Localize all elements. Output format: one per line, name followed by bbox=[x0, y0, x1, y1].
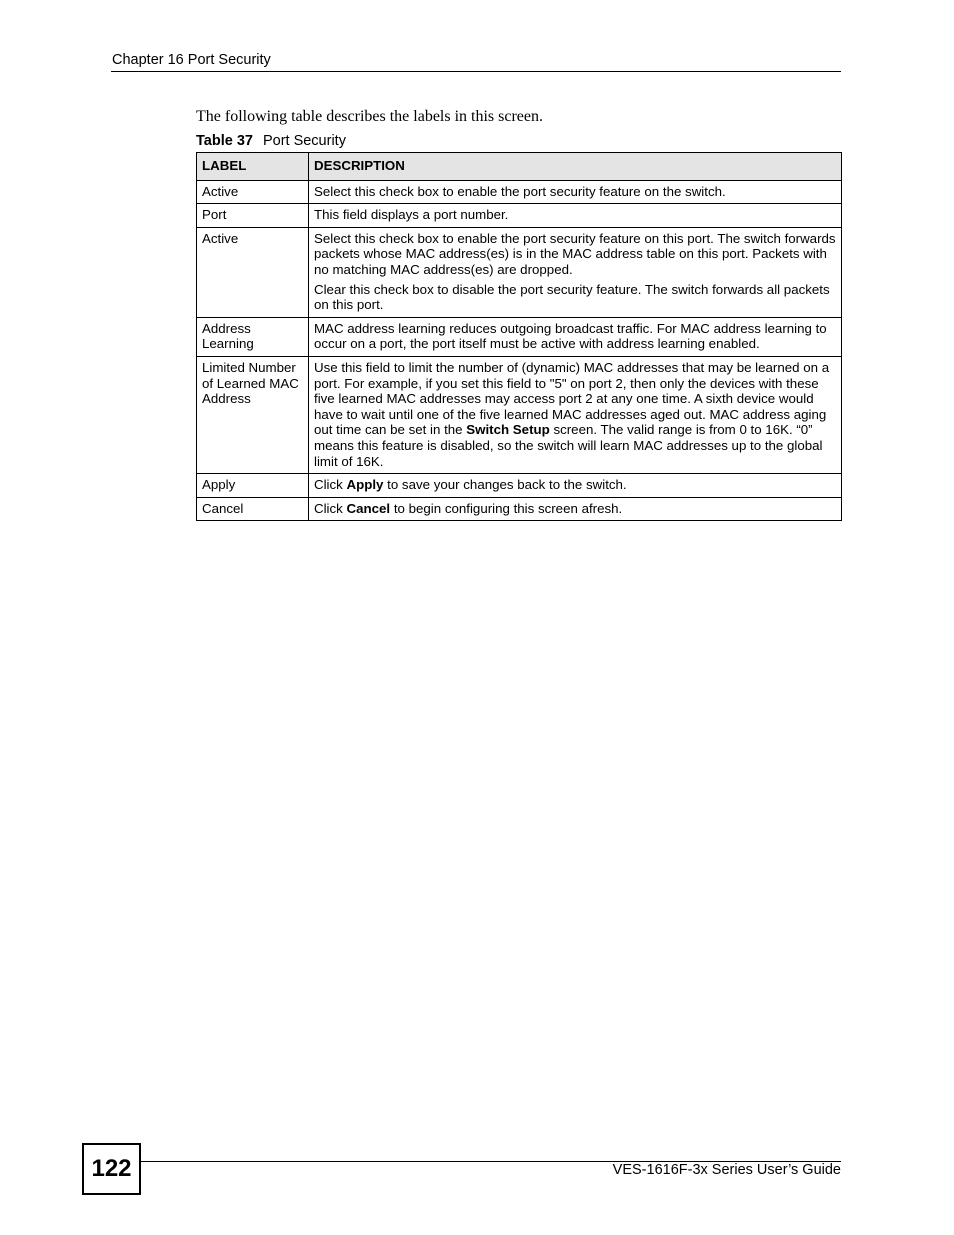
table-body bbox=[197, 180, 842, 521]
description-text: MAC address learning reduces outgoing broadcast traffic. For MAC address learning to occur on a port, the port itself must be active with address learning enabled. bbox=[314, 320, 827, 352]
header-divider bbox=[111, 71, 841, 72]
description-paragraph bbox=[314, 207, 836, 223]
description-bold-text: Switch Setup bbox=[466, 422, 550, 438]
row-label: Active bbox=[197, 180, 309, 204]
description-paragraph bbox=[314, 231, 836, 278]
description-paragraph bbox=[314, 282, 836, 313]
description-text: Clear this check box to disable the port security feature. The switch forwards all packets on this port. bbox=[314, 281, 830, 313]
row-label: Limited Number of Learned MAC Address bbox=[197, 356, 309, 473]
description-paragraph bbox=[314, 184, 836, 200]
table-number: Table 37 bbox=[196, 133, 253, 149]
description-text: to save your changes back to the switch. bbox=[383, 477, 627, 493]
description-bold-text: Cancel bbox=[346, 500, 391, 516]
description-paragraph bbox=[314, 501, 836, 517]
page-number: 122 bbox=[82, 1143, 141, 1195]
table-header-row bbox=[197, 153, 842, 181]
row-description bbox=[309, 180, 842, 204]
description-text: This field displays a port number. bbox=[314, 207, 509, 223]
row-description bbox=[309, 474, 842, 498]
description-paragraph bbox=[314, 477, 836, 493]
description-text: Click bbox=[314, 500, 347, 516]
row-description bbox=[309, 356, 842, 473]
table-row bbox=[197, 356, 842, 473]
table-row bbox=[197, 317, 842, 356]
row-label: Port bbox=[197, 204, 309, 228]
row-description bbox=[309, 317, 842, 356]
column-header-label: LABEL bbox=[197, 153, 309, 181]
port-security-table bbox=[196, 152, 842, 521]
row-description bbox=[309, 497, 842, 521]
table-row bbox=[197, 497, 842, 521]
table-caption bbox=[196, 133, 346, 149]
row-label: Cancel bbox=[197, 497, 309, 521]
chapter-header: Chapter 16 Port Security bbox=[112, 52, 271, 68]
table-title: Port Security bbox=[262, 133, 346, 149]
table-row bbox=[197, 227, 842, 317]
row-label: Active bbox=[197, 227, 309, 317]
description-paragraph bbox=[314, 321, 836, 352]
table-row bbox=[197, 180, 842, 204]
row-label: Apply bbox=[197, 474, 309, 498]
guide-title: VES-1616F-3x Series User’s Guide bbox=[612, 1162, 841, 1178]
intro-paragraph: The following table describes the labels in this screen. bbox=[196, 108, 544, 125]
description-paragraph bbox=[314, 360, 836, 469]
row-description bbox=[309, 227, 842, 317]
description-text: to begin configuring this screen afresh. bbox=[390, 500, 623, 516]
table-row bbox=[197, 204, 842, 228]
column-header-description: DESCRIPTION bbox=[309, 153, 842, 181]
description-text: Select this check box to enable the port security feature on this port. The switch forwards packets whose MAC address(es) is in the MAC address table on this port. Packets with no matching MAC address(es) are dropped. bbox=[314, 230, 836, 277]
row-label: Address Learning bbox=[197, 317, 309, 356]
row-description bbox=[309, 204, 842, 228]
description-text: Select this check box to enable the port security feature on the switch. bbox=[314, 183, 726, 199]
description-text: Click bbox=[314, 477, 347, 493]
description-bold-text: Apply bbox=[346, 477, 384, 493]
description-text: screen. The valid range is from 0 to 16K. “0” means this feature is disabled, so the switch will learn MAC addresses up to the global limit of 16K. bbox=[314, 422, 823, 469]
description-text: Use this field to limit the number of (dynamic) MAC addresses that may be learned on a port. For example, if you set this field to "5" on port 2, then only the devices with these five learned MAC addresses may access port 2 at any one time. A sixth device would have to wait until one of the five learned MAC addresses aged out. MAC address aging out time can be set in the bbox=[314, 359, 830, 438]
table-row bbox=[197, 474, 842, 498]
